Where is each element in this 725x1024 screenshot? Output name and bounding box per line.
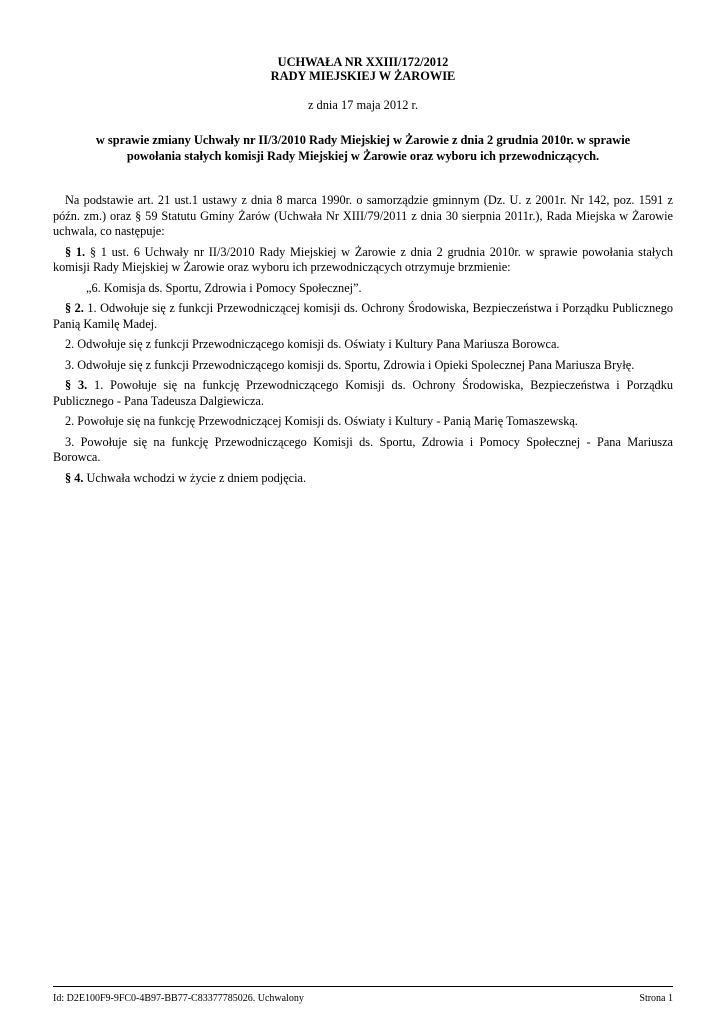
section-2-point-1-text: 1. Odwołuje się z funkcji Przewodniczącej komisji ds. Ochrony Środowiska, Bezpieczeństwa i Porządku Publicznego Panią Kamilę Madej. — [53, 301, 673, 331]
resolution-subject — [53, 133, 673, 164]
document-id: Id: D2E100F9-9FC0-4B97-BB77-C83377785026. Uchwalony — [53, 993, 304, 1004]
section-1-text: § 1 ust. 6 Uchwały nr II/3/2010 Rady Miejskiej w Żarowie z dnia 2 grudnia 2010r. w sprawie powołania stałych komisji Rady Miejskiej w Żarowie oraz wyboru ich przewodniczących otrzymuje brzmienie: — [53, 244, 673, 274]
subject-line-2: powołania stałych komisji Rady Miejskiej w Żarowie oraz wyboru ich przewodniczących. — [126, 148, 600, 163]
section-2-point-1 — [53, 301, 673, 332]
resolution-body — [53, 193, 673, 491]
section-4 — [53, 471, 673, 487]
resolution-date: z dnia 17 maja 2012 r. — [307, 98, 419, 112]
section-2-point-2: 2. Odwołuje się z funkcji Przewodniczącego komisji ds. Oświaty i Kultury Pana Mariusza Borowca. — [65, 337, 560, 351]
page-number: Strona 1 — [639, 993, 673, 1004]
section-3-label: § 3. — [65, 378, 88, 392]
section-1-quote: „6. Komisja ds. Sportu, Zdrowia i Pomocy Społecznej”. — [86, 280, 362, 295]
section-1 — [53, 245, 673, 276]
section-3-point-2: 2. Powołuje się na funkcję Przewodniczącej Komisji ds. Oświaty i Kultury - Panią Marię Tomaszewską. — [65, 414, 578, 428]
section-2-label: § 2. — [65, 301, 84, 315]
page-footer — [53, 986, 673, 1004]
section-4-label: § 4. — [65, 470, 84, 485]
section-3-point-1-text: 1. Powołuje się na funkcję Przewodniczącego Komisji ds. Ochrony Środowiska, Bezpieczeństwa i Porządku Publicznego - Pana Tadeusza Dalgiewicza. — [53, 378, 673, 408]
section-2-point-3: 3. Odwołuje się z funkcji Przewodniczącego komisji ds. Sportu, Zdrowia i Opieki Spolecznej Pana Mariusza Bryłę. — [65, 357, 635, 372]
subject-line-1: w sprawie zmiany Uchwały nr II/3/2010 Rady Miejskiej w Żarowie z dnia 2 grudnia 2010r. w sprawie — [95, 133, 631, 147]
resolution-title: UCHWAŁA NR XXIII/172/2012 — [277, 55, 449, 69]
section-4-text: Uchwała wchodzi w życie z dniem podjęcia. — [83, 470, 307, 485]
preamble: Na podstawie art. 21 ust.1 ustawy z dnia 8 marca 1990r. o samorządzie gminnym (Dz. U. z 2001r. Nr 142, poz. 1591 z późn. zm.) oraz § 59 Statutu Gminy Żarów (Uchwała Nr XIII/79/2011 z dnia 30 sierpnia 2011r.), Rada Miejska w Żarowie uchwala, co następuje: — [53, 193, 673, 238]
resolution-authority: RADY MIEJSKIEJ W ŻAROWIE — [270, 69, 456, 83]
section-1-label: § 1. — [65, 244, 86, 259]
section-3-point-3: 3. Powołuje się na funkcję Przewodniczącego Komisji ds. Sportu, Zdrowia i Pomocy Społecznej - Pana Mariusza Borowca. — [53, 434, 673, 464]
section-3-point-1 — [53, 378, 673, 409]
